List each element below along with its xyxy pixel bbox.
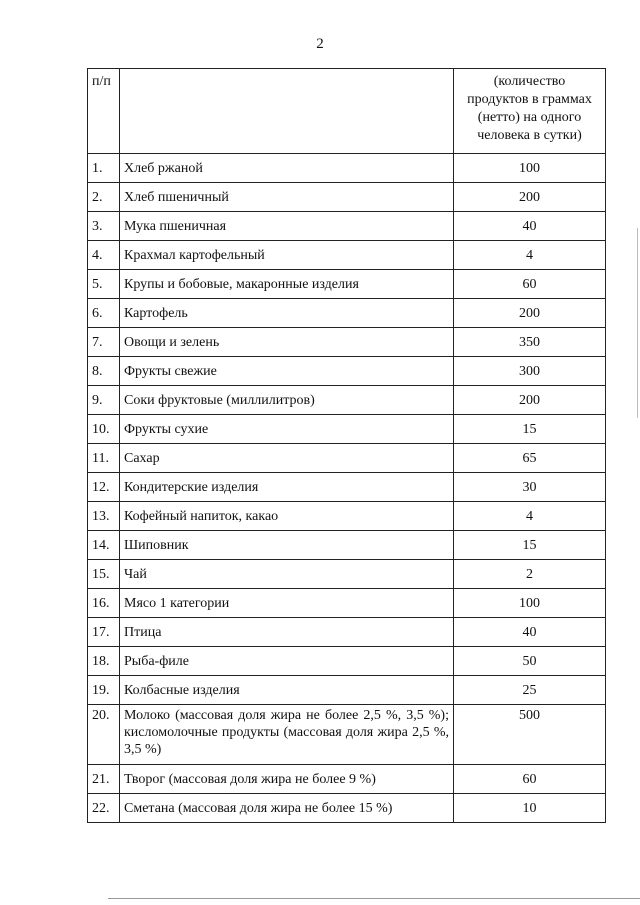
row-number-cell: 7. bbox=[88, 328, 120, 357]
product-name-cell: Хлеб пшеничный bbox=[120, 183, 454, 212]
product-name-cell: Крупы и бобовые, макаронные изделия bbox=[120, 270, 454, 299]
table-row bbox=[88, 154, 606, 183]
quantity-cell: 200 bbox=[454, 183, 606, 212]
row-number-cell: 21. bbox=[88, 765, 120, 794]
ration-table bbox=[87, 68, 606, 823]
table-row bbox=[88, 560, 606, 589]
quantity-cell: 25 bbox=[454, 676, 606, 705]
quantity-cell: 350 bbox=[454, 328, 606, 357]
row-number-cell: 15. bbox=[88, 560, 120, 589]
row-number-cell: 11. bbox=[88, 444, 120, 473]
row-number-cell: 13. bbox=[88, 502, 120, 531]
quantity-cell: 60 bbox=[454, 765, 606, 794]
row-number-cell: 19. bbox=[88, 676, 120, 705]
row-number-cell: 12. bbox=[88, 473, 120, 502]
product-name-cell: Кондитерские изделия bbox=[120, 473, 454, 502]
row-number-cell: 18. bbox=[88, 647, 120, 676]
table-row bbox=[88, 415, 606, 444]
product-name-cell: Овощи и зелень bbox=[120, 328, 454, 357]
row-number-cell: 6. bbox=[88, 299, 120, 328]
product-name-cell: Сахар bbox=[120, 444, 454, 473]
row-number-cell: 10. bbox=[88, 415, 120, 444]
table-row bbox=[88, 444, 606, 473]
row-number-cell: 20. bbox=[88, 705, 120, 765]
table-header-row bbox=[88, 69, 606, 154]
table-row bbox=[88, 765, 606, 794]
page-number: 2 bbox=[316, 36, 324, 52]
row-number-cell: 16. bbox=[88, 589, 120, 618]
product-name-cell: Мука пшеничная bbox=[120, 212, 454, 241]
quantity-cell: 60 bbox=[454, 270, 606, 299]
table-row bbox=[88, 618, 606, 647]
quantity-cell: 2 bbox=[454, 560, 606, 589]
product-name-cell: Молоко (массовая доля жира не более 2,5 %, 3,5 %); кисломолочные продукты (массовая доля жира 2,5 %, 3,5 %) bbox=[120, 705, 454, 765]
header-name-cell bbox=[120, 69, 454, 154]
table-row bbox=[88, 473, 606, 502]
scan-edge-line bbox=[637, 228, 638, 418]
table-row bbox=[88, 183, 606, 212]
header-qty-line: продуктов в граммах bbox=[467, 92, 592, 107]
header-qty-line: человека в сутки) bbox=[477, 128, 582, 143]
row-number-cell: 1. bbox=[88, 154, 120, 183]
row-number-cell: 2. bbox=[88, 183, 120, 212]
product-name-cell: Рыба-филе bbox=[120, 647, 454, 676]
table-row bbox=[88, 794, 606, 823]
table-row bbox=[88, 270, 606, 299]
product-name-cell: Колбасные изделия bbox=[120, 676, 454, 705]
row-number-cell: 14. bbox=[88, 531, 120, 560]
product-name-cell: Чай bbox=[120, 560, 454, 589]
quantity-cell: 40 bbox=[454, 618, 606, 647]
header-qty-line: (количество bbox=[493, 74, 566, 89]
row-number-cell: 8. bbox=[88, 357, 120, 386]
header-qty-line: (нетто) на одного bbox=[477, 110, 582, 125]
table-row bbox=[88, 299, 606, 328]
quantity-cell: 4 bbox=[454, 502, 606, 531]
quantity-cell: 40 bbox=[454, 212, 606, 241]
row-number-cell: 17. bbox=[88, 618, 120, 647]
table-row bbox=[88, 328, 606, 357]
product-name-cell: Хлеб ржаной bbox=[120, 154, 454, 183]
page-bottom-line bbox=[108, 898, 640, 899]
product-name-cell: Мясо 1 категории bbox=[120, 589, 454, 618]
table-row bbox=[88, 647, 606, 676]
product-name-cell: Творог (массовая доля жира не более 9 %) bbox=[120, 765, 454, 794]
table-row bbox=[88, 212, 606, 241]
table-row bbox=[88, 241, 606, 270]
quantity-cell: 300 bbox=[454, 357, 606, 386]
product-name-cell: Соки фруктовые (миллилитров) bbox=[120, 386, 454, 415]
quantity-cell: 100 bbox=[454, 589, 606, 618]
table-row bbox=[88, 676, 606, 705]
quantity-cell: 100 bbox=[454, 154, 606, 183]
quantity-cell: 50 bbox=[454, 647, 606, 676]
header-num-cell: п/п bbox=[88, 69, 120, 154]
product-name-cell: Шиповник bbox=[120, 531, 454, 560]
product-name-cell: Птица bbox=[120, 618, 454, 647]
table-row bbox=[88, 357, 606, 386]
product-name-cell: Фрукты свежие bbox=[120, 357, 454, 386]
quantity-cell: 30 bbox=[454, 473, 606, 502]
table-row bbox=[88, 531, 606, 560]
header-qty-cell bbox=[454, 69, 606, 154]
row-number-cell: 5. bbox=[88, 270, 120, 299]
quantity-cell: 500 bbox=[454, 705, 606, 765]
row-number-cell: 22. bbox=[88, 794, 120, 823]
row-number-cell: 4. bbox=[88, 241, 120, 270]
quantity-cell: 15 bbox=[454, 531, 606, 560]
product-name-cell: Крахмал картофельный bbox=[120, 241, 454, 270]
table-row bbox=[88, 386, 606, 415]
table-row bbox=[88, 705, 606, 765]
row-number-cell: 3. bbox=[88, 212, 120, 241]
product-name-cell: Картофель bbox=[120, 299, 454, 328]
quantity-cell: 4 bbox=[454, 241, 606, 270]
table-row bbox=[88, 589, 606, 618]
table-row bbox=[88, 502, 606, 531]
quantity-cell: 15 bbox=[454, 415, 606, 444]
quantity-cell: 65 bbox=[454, 444, 606, 473]
product-name-cell: Фрукты сухие bbox=[120, 415, 454, 444]
row-number-cell: 9. bbox=[88, 386, 120, 415]
quantity-cell: 200 bbox=[454, 386, 606, 415]
quantity-cell: 200 bbox=[454, 299, 606, 328]
product-name-cell: Кофейный напиток, какао bbox=[120, 502, 454, 531]
quantity-cell: 10 bbox=[454, 794, 606, 823]
product-name-cell: Сметана (массовая доля жира не более 15 %) bbox=[120, 794, 454, 823]
